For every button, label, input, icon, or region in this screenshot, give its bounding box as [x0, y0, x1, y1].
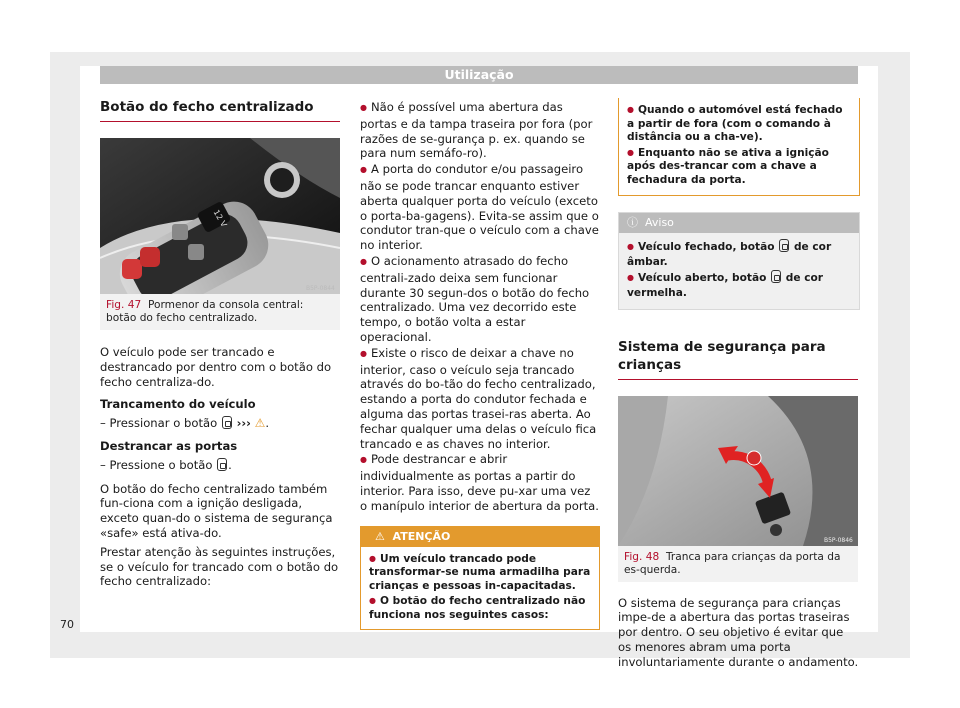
caption-text: Tranca para crianças da porta da es-querda.	[624, 550, 841, 576]
lock-arrows: ›››	[236, 416, 251, 431]
bullet-item: ● Não é possível uma abertura das portas e da tampa traseira por fora (por razões de se-gurança p. ex. quando se para num semáfo-ro).	[360, 100, 600, 161]
warning-item: ● Um veículo trancado pode transformar-se numa armadilha para crianças e pessoas in-capacitadas.	[369, 553, 591, 594]
page-number: 70	[60, 618, 74, 631]
warning-body	[361, 547, 599, 630]
bullet-item: ● O acionamento atrasado do fecho centrali-zado deixa sem funcionar durante 30 segun-dos o botão do fecho centralizado. Uma vez decorrido este tempo, o botão volta a estar operacional.	[360, 254, 600, 345]
figure-label: Fig. 48	[624, 550, 660, 563]
paragraph-instructions: Prestar atenção às seguintes instruções, se o veículo for trancado com o botão do fecho centralizado:	[100, 544, 339, 589]
figure-caption	[618, 546, 858, 582]
lock-icon	[779, 239, 789, 252]
unlock-heading: Destrancar as portas	[100, 438, 238, 453]
unlock-icon	[217, 458, 227, 471]
note-body	[619, 233, 859, 309]
header-title: Utilização	[444, 67, 514, 82]
lock-heading: Trancamento do veículo	[100, 397, 256, 412]
note-item	[627, 270, 851, 301]
section-title-central-lock: Botão do fecho centralizado	[100, 98, 340, 122]
warning-item: ● Enquanto não se ativa a ignição após des-trancar com a chave a fechadura da porta.	[627, 147, 851, 188]
bullet-item: ● Existe o risco de deixar a chave no interior, caso o veículo seja trancado através do bo-tão do fecho centralizado, estando a porta do condutor fechada e alguma das portas trasei-ras aberta. Ao fechar qualquer uma delas o veículo fica trancado e as chaves no interior.	[360, 346, 600, 452]
warning-box-continued	[618, 98, 860, 196]
warning-continued-body	[619, 98, 859, 195]
figure-code: B5P-0846	[824, 536, 853, 544]
unlock-step-text: – Pressione o botão	[100, 457, 213, 472]
unlock-step	[100, 458, 340, 473]
warning-title: ATENÇÃO	[392, 529, 451, 543]
right-column	[618, 98, 860, 670]
note-title: Aviso	[645, 215, 674, 229]
socket-label: 12 V	[211, 208, 229, 229]
warning-icon: ⚠	[375, 529, 385, 543]
header-bar	[100, 66, 858, 84]
lock-step-text: – Pressionar o botão	[100, 416, 218, 431]
note-item-text: de cor âmbar.	[627, 240, 832, 268]
middle-column	[360, 100, 600, 630]
bullet-item: ● A porta do condutor e/ou passageiro não se pode trancar enquanto estiver aberta qualquer porta do veículo (exceto o porta-ba-gagens). Evita-se assim que o condutor tran-que o veículo com a chave no interior.	[360, 162, 600, 253]
unlock-icon	[771, 270, 781, 283]
note-box	[618, 212, 860, 310]
console-photo	[100, 138, 340, 294]
info-icon: ⓘ	[627, 215, 638, 229]
warning-item: ● O botão do fecho centralizado não funciona nos seguintes casos:	[369, 595, 591, 622]
warning-item: ● Quando o automóvel está fechado a partir de fora (com o comando à distância ou a cha-ve).	[627, 104, 851, 145]
bullet-item: ● Pode destrancar e abrir individualmente as portas a partir do interior. Para isso, deve pu-xar uma vez o manípulo interior de abertura da porta.	[360, 452, 600, 513]
note-item	[627, 239, 851, 270]
left-column	[100, 98, 340, 589]
figure-caption	[100, 294, 340, 330]
warning-triangle-icon: ⚠	[254, 416, 266, 431]
caption-text: Pormenor da consola central: botão do fecho centralizado.	[106, 299, 304, 324]
section-title-child-safety: Sistema de segurança para crianças	[618, 338, 858, 380]
warning-box	[360, 526, 600, 631]
child-safety-paragraph: O sistema de segurança para crianças impe-de a abertura das portas traseiras por dentro. O seu objetivo é evitar que os menores abram uma porta involuntariamente durante o andamento.	[618, 595, 859, 669]
door-photo	[618, 396, 858, 546]
lock-icon	[222, 416, 232, 429]
figure-47	[100, 138, 340, 330]
figure-label: Fig. 47	[106, 299, 142, 311]
note-item-text: de cor vermelha.	[627, 271, 824, 299]
unlock-step-end: .	[228, 457, 232, 472]
figure-48	[618, 396, 858, 582]
note-item-text: Veículo fechado, botão	[637, 240, 775, 253]
warning-header	[361, 527, 599, 547]
intro-paragraph: O veículo pode ser trancado e destrancado por dentro com o botão do fecho centraliza-do.	[100, 345, 332, 389]
lock-step: – Pressionar o botão ››› ⚠.	[100, 416, 270, 431]
note-header	[619, 213, 859, 233]
figure-code: B5P-0844	[306, 285, 335, 292]
paragraph-safe: O botão do fecho centralizado também fun-ciona com a ignição desligada, exceto quan-do o sistema de segurança «safe» está ativa-do.	[100, 481, 333, 540]
note-item-text: Veículo aberto, botão	[637, 271, 767, 284]
